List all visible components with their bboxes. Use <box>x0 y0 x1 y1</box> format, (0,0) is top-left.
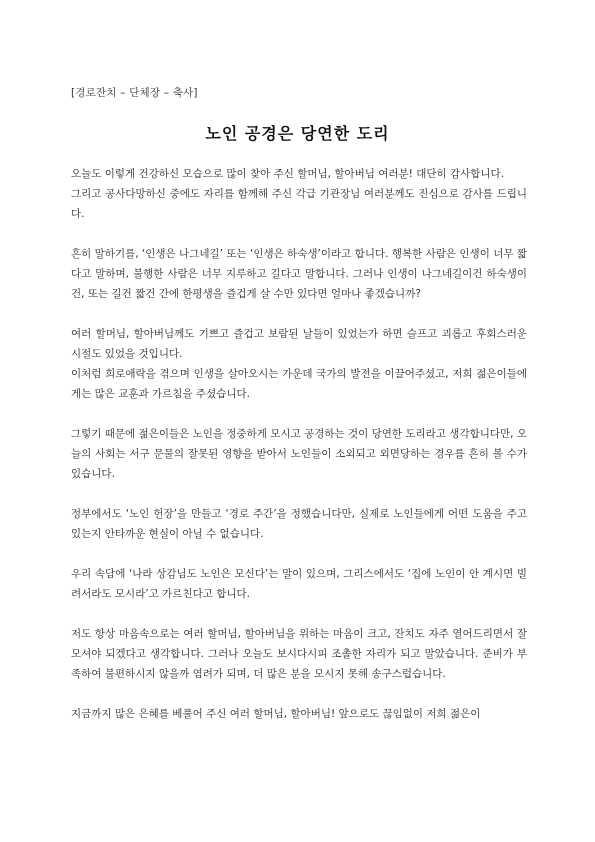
paragraph-life-journey: 흔히 말하기를, ‘인생은 나그네길’ 또는 ‘인생은 하숙생’이라고 합니다. 행복한 사람은 인생이 너무 짧다고 말하며, 불행한 사람은 너무 지루하고 길다고 말합니다. 그러나 인생이 나그네길이건 하숙생이건, 또는 길건 짧건 간에 한평생을 즐겁게 살 수만 있다면 얼마나 좋겠습니까? <box>71 248 527 300</box>
paragraph-closing: 지금까지 많은 은혜를 베풀어 주신 여러 할머님, 할아버님! 앞으로도 끊임없이 저희 젊은이 <box>71 708 481 720</box>
paragraph-thanks-officials: 그리고 공사다망하신 중에도 자리를 함께해 주신 각급 기관장님 여러분께도 진심으로 감사를 드립니다. <box>71 188 527 220</box>
paragraph-teachings: 이처럼 희로애락을 겪으며 인생을 살아오시는 가운데 국가의 발전을 이끌어주셨고, 저희 젊은이들에게는 많은 교훈과 가르침을 주셨습니다. <box>71 368 527 400</box>
paragraph-proverb: 우리 속담에 ‘나라 상감님도 노인은 모신다’는 말이 있으며, 그리스에서도 ‘집에 노인이 안 계시면 빌려서라도 모시라’고 가르친다고 합니다. <box>71 568 527 600</box>
paragraph-apology: 저도 항상 마음속으로는 여러 할머님, 할아버님을 위하는 마음이 크고, 잔치도 자주 열어드리면서 잘 모셔야 되겠다고 생각합니다. 그러나 오늘도 보시다시피 조촐한 자리가 되고 말았습니다. 준비가 부족하여 불편하시지 않을까 염려가 되며, 더 많은 분을 모시지 못해 송구스럽습니다. <box>71 628 527 680</box>
document-body <box>71 164 527 724</box>
paragraph-respect-duty: 그렇기 때문에 젊은이들은 노인을 정중하게 모시고 공경하는 것이 당연한 도리라고 생각합니다만, 오늘의 사회는 서구 문물의 잘못된 영향을 받아서 노인들이 소외되고 외면당하는 경우를 흔히 볼 수가 있습니다. <box>71 428 527 480</box>
paragraph-government: 정부에서도 ‘노인 헌장’을 만들고 ‘경로 주간’을 정했습니다만, 실제로 노인들에게 어떤 도움을 주고 있는지 안타까운 현실이 아닐 수 없습니다. <box>71 508 527 540</box>
paragraph-joys-sorrows: 여러 할머님, 할아버님께도 기쁘고 즐겁고 보람된 날들이 있었는가 하면 슬프고 괴롭고 후회스러운 시절도 있었을 것입니다. <box>71 328 527 360</box>
document-title: 노인 공경은 당연한 도리 <box>205 124 390 143</box>
document-category: [경로잔치 – 단체장 – 축사] <box>71 87 198 99</box>
paragraph-greeting: 오늘도 이렇게 건강하신 모습으로 많이 찾아 주신 할머님, 할아버님 여러분! 대단히 감사합니다. <box>71 168 505 180</box>
